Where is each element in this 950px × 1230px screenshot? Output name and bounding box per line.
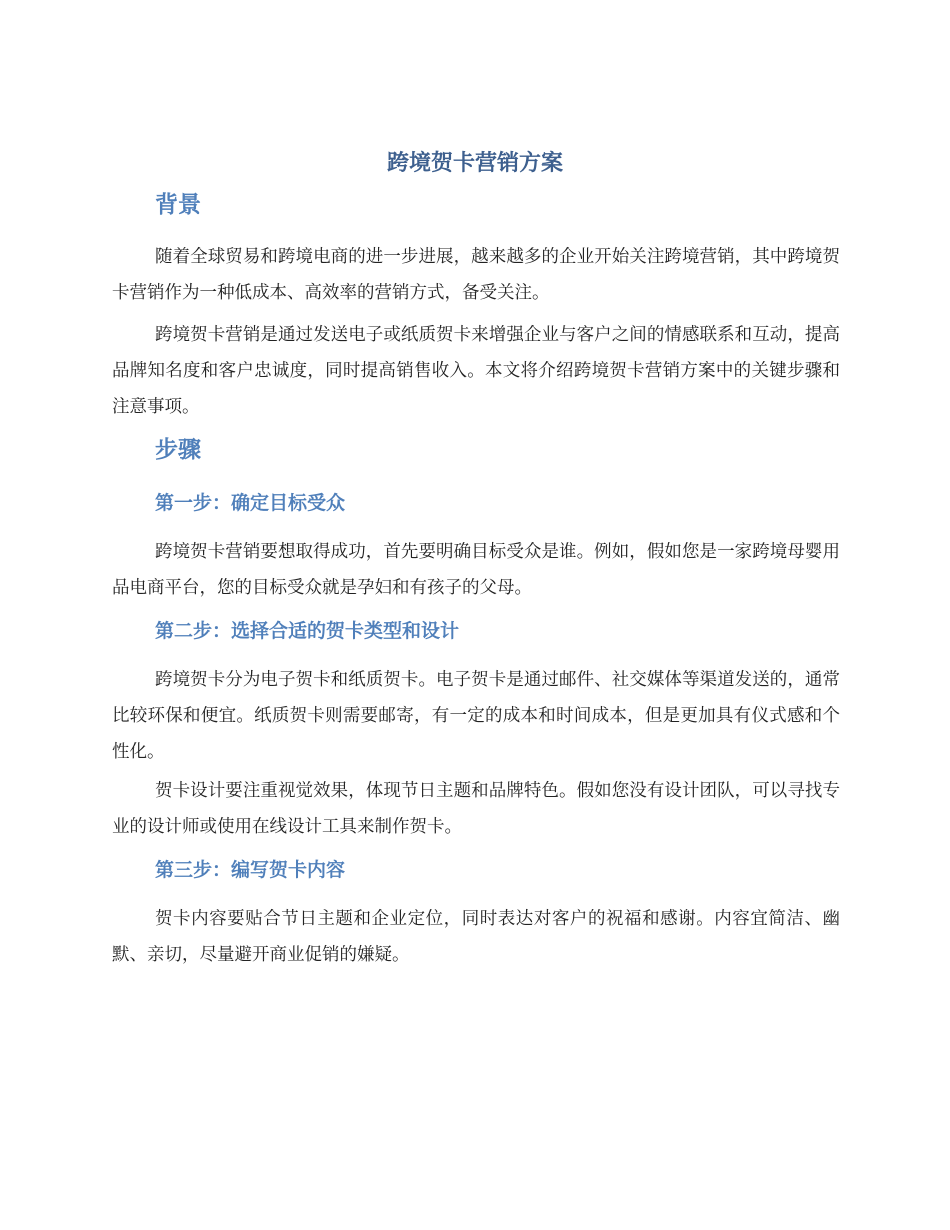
subsection-heading-step3: 第三步：编写贺卡内容	[155, 859, 346, 881]
subsection-heading-step1: 第一步：确定目标受众	[155, 492, 346, 514]
paragraph: 贺卡内容要贴合节日主题和企业定位，同时表达对客户的祝福和感谢。内容宜简洁、幽默、亲切，尽量避开商业促销的嫌疑。	[112, 909, 840, 965]
section-heading-steps: 步骤	[155, 437, 201, 463]
subsection-heading-step2: 第二步：选择合适的贺卡类型和设计	[155, 620, 460, 642]
paragraph: 跨境贺卡营销是通过发送电子或纸质贺卡来增强企业与客户之间的情感联系和互动，提高品牌知名度和客户忠诚度，同时提高销售收入。本文将介绍跨境贺卡营销方案中的关键步骤和注意事项。	[112, 325, 840, 417]
section-heading-background: 背景	[155, 192, 201, 218]
paragraph: 跨境贺卡分为电子贺卡和纸质贺卡。电子贺卡是通过邮件、社交媒体等渠道发送的，通常比较环保和便宜。纸质贺卡则需要邮寄，有一定的成本和时间成本，但是更加具有仪式感和个性化。	[112, 670, 840, 762]
paragraph: 贺卡设计要注重视觉效果，体现节日主题和品牌特色。假如您没有设计团队，可以寻找专业的设计师或使用在线设计工具来制作贺卡。	[112, 781, 840, 837]
document-title: 跨境贺卡营销方案	[386, 151, 563, 176]
paragraph: 跨境贺卡营销要想取得成功，首先要明确目标受众是谁。例如，假如您是一家跨境母婴用品电商平台，您的目标受众就是孕妇和有孩子的父母。	[112, 542, 840, 598]
paragraph: 随着全球贸易和跨境电商的进一步进展，越来越多的企业开始关注跨境营销，其中跨境贺卡营销作为一种低成本、高效率的营销方式，备受关注。	[112, 247, 840, 303]
